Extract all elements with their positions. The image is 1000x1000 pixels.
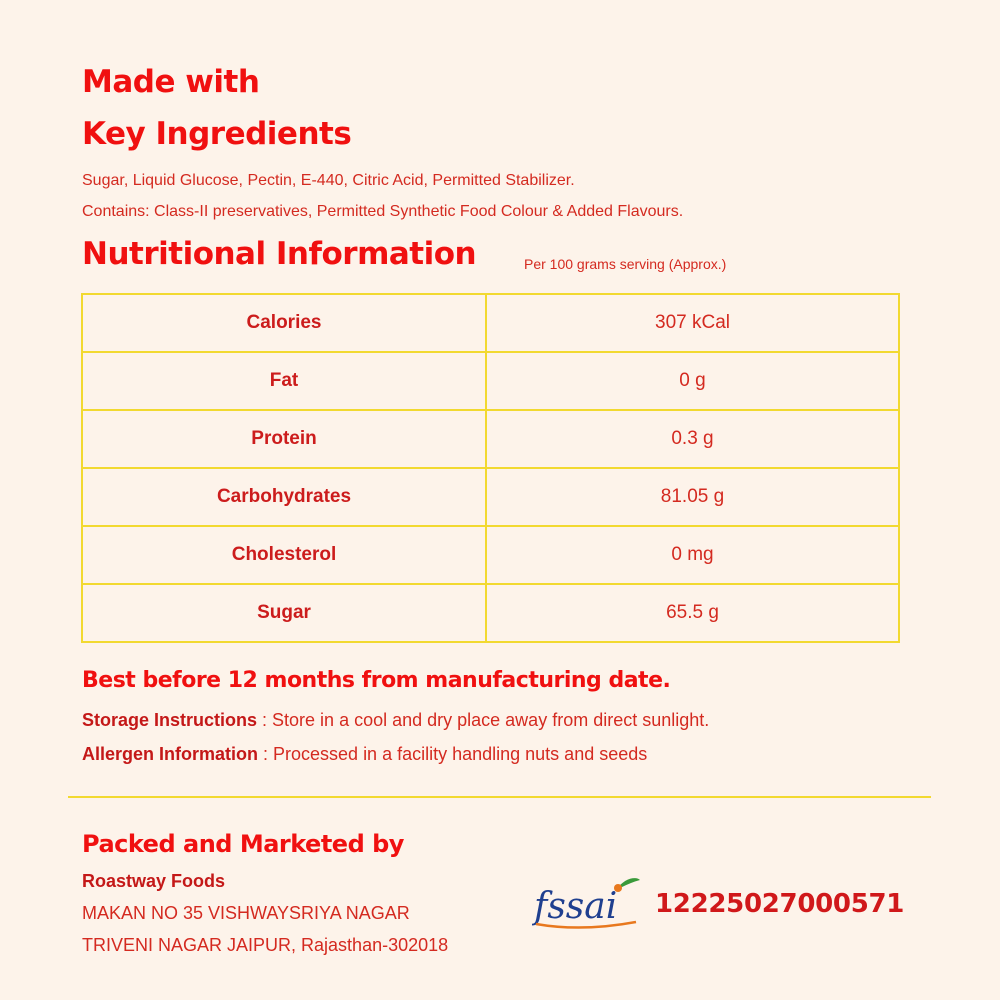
ingredients-list: Sugar, Liquid Glucose, Pectin, E-440, Citric Acid, Permitted Stabilizer. — [82, 172, 575, 189]
fssai-logo — [532, 872, 644, 932]
fssai-logo-text: fssai — [534, 886, 618, 927]
table-row — [82, 526, 899, 584]
table-row — [82, 584, 899, 642]
storage-text: : Store in a cool and dry place away from direct sunlight. — [257, 710, 710, 730]
nutrient-label: Sugar — [82, 584, 486, 642]
storage-instructions — [82, 710, 709, 731]
nutrient-label: Cholesterol — [82, 526, 486, 584]
key-ingredients-heading: Key Ingredients — [82, 116, 352, 152]
nutrient-value: 0 mg — [486, 526, 899, 584]
made-with-heading: Made with — [82, 64, 260, 100]
shelf-life-note: Best before 12 months from manufacturing date. — [82, 668, 671, 693]
storage-label: Storage Instructions — [82, 710, 258, 730]
fssai-license-number: 12225027000571 — [655, 889, 905, 919]
address-line-1: MAKAN NO 35 VISHWAYSRIYA NAGAR — [82, 903, 410, 923]
nutrient-label: Carbohydrates — [82, 468, 486, 526]
company-name: Roastway Foods — [82, 871, 226, 891]
allergen-information — [82, 744, 647, 765]
nutrient-label: Protein — [82, 410, 486, 468]
address-line-2: TRIVENI NAGAR JAIPUR, Rajasthan-302018 — [82, 935, 449, 955]
nutrient-label: Fat — [82, 352, 486, 410]
nutrient-label: Calories — [82, 294, 486, 352]
packed-by-heading: Packed and Marketed by — [82, 830, 404, 858]
nutrient-value: 307 kCal — [486, 294, 899, 352]
serving-note: Per 100 grams serving (Approx.) — [524, 256, 727, 272]
table-row — [82, 294, 899, 352]
contains-note: Contains: Class-II preservatives, Permitted Synthetic Food Colour & Added Flavours. — [82, 203, 684, 220]
nutrition-table — [81, 293, 900, 643]
table-row — [82, 410, 899, 468]
nutrient-value: 0.3 g — [486, 410, 899, 468]
section-divider — [68, 796, 931, 798]
allergen-text: : Processed in a facility handling nuts and seeds — [258, 744, 648, 764]
table-row — [82, 352, 899, 410]
nutrient-value: 0 g — [486, 352, 899, 410]
allergen-label: Allergen Information — [82, 744, 259, 764]
nutrition-heading: Nutritional Information — [82, 236, 477, 272]
table-row — [82, 468, 899, 526]
nutrient-value: 65.5 g — [486, 584, 899, 642]
nutrient-value: 81.05 g — [486, 468, 899, 526]
